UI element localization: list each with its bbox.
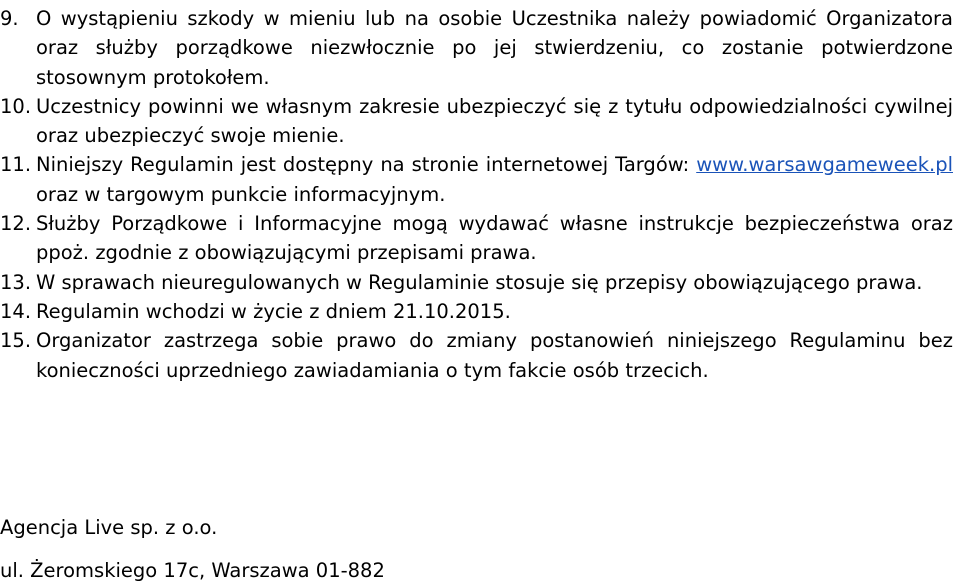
list-item-12	[0, 209, 953, 268]
item-text	[36, 150, 953, 209]
list-item-13	[0, 268, 953, 297]
item-number: 9.	[0, 7, 19, 30]
list-item-14	[0, 297, 953, 326]
item-number: 10.	[0, 94, 32, 118]
regulations-list	[0, 4, 953, 385]
list-item-15	[0, 326, 953, 385]
list-item-10	[0, 92, 953, 151]
item-text: W sprawach nieuregulowanych w Regulaminie stosuje się przepisy obowiązującego prawa.	[36, 270, 923, 294]
company-name: Agencja Live sp. z o.o.	[0, 516, 218, 539]
item-text: Uczestnicy powinni we własnym zakresie ubezpieczyć się z tytułu odpowiedzialności cywilnej oraz ubezpieczyć swoje mienie.	[36, 94, 953, 148]
item-text: O wystąpieniu szkody w mieniu lub na osobie Uczestnika należy powiadomić Organizatora oraz służby porządkowe niezwłocznie po jej stwierdzeniu, co zostanie potwierdzone stosownym protokołem.	[36, 7, 953, 89]
item-number: 13.	[0, 270, 32, 294]
item-text: Regulamin wchodzi w życie z dniem 21.10.2015.	[36, 299, 511, 323]
item-text-before-link: Niniejszy Regulamin jest dostępny na stronie internetowej Targów:	[36, 153, 697, 177]
list-item-11	[0, 150, 953, 209]
item-text: Służby Porządkowe i Informacyjne mogą wydawać własne instrukcje bezpieczeństwa oraz ppoż. zgodnie z obowiązującymi przepisami prawa.	[36, 212, 953, 265]
item-text-after-link: oraz w targowym punkcie informacyjnym.	[36, 182, 446, 206]
website-link[interactable]: www.warsawgameweek.pl	[696, 153, 953, 177]
item-number: 11.	[0, 153, 32, 177]
item-text: Organizator zastrzega sobie prawo do zmiany postanowień niniejszego Regulaminu bez konieczności uprzedniego zawiadamiania o tym fakcie osób trzecich.	[36, 329, 953, 382]
company-address: ul. Żeromskiego 17c, Warszawa 01-882	[0, 559, 385, 582]
item-number: 14.	[0, 299, 32, 323]
list-item-9	[0, 4, 953, 92]
item-number: 12.	[0, 212, 32, 236]
item-number: 15.	[0, 329, 32, 353]
